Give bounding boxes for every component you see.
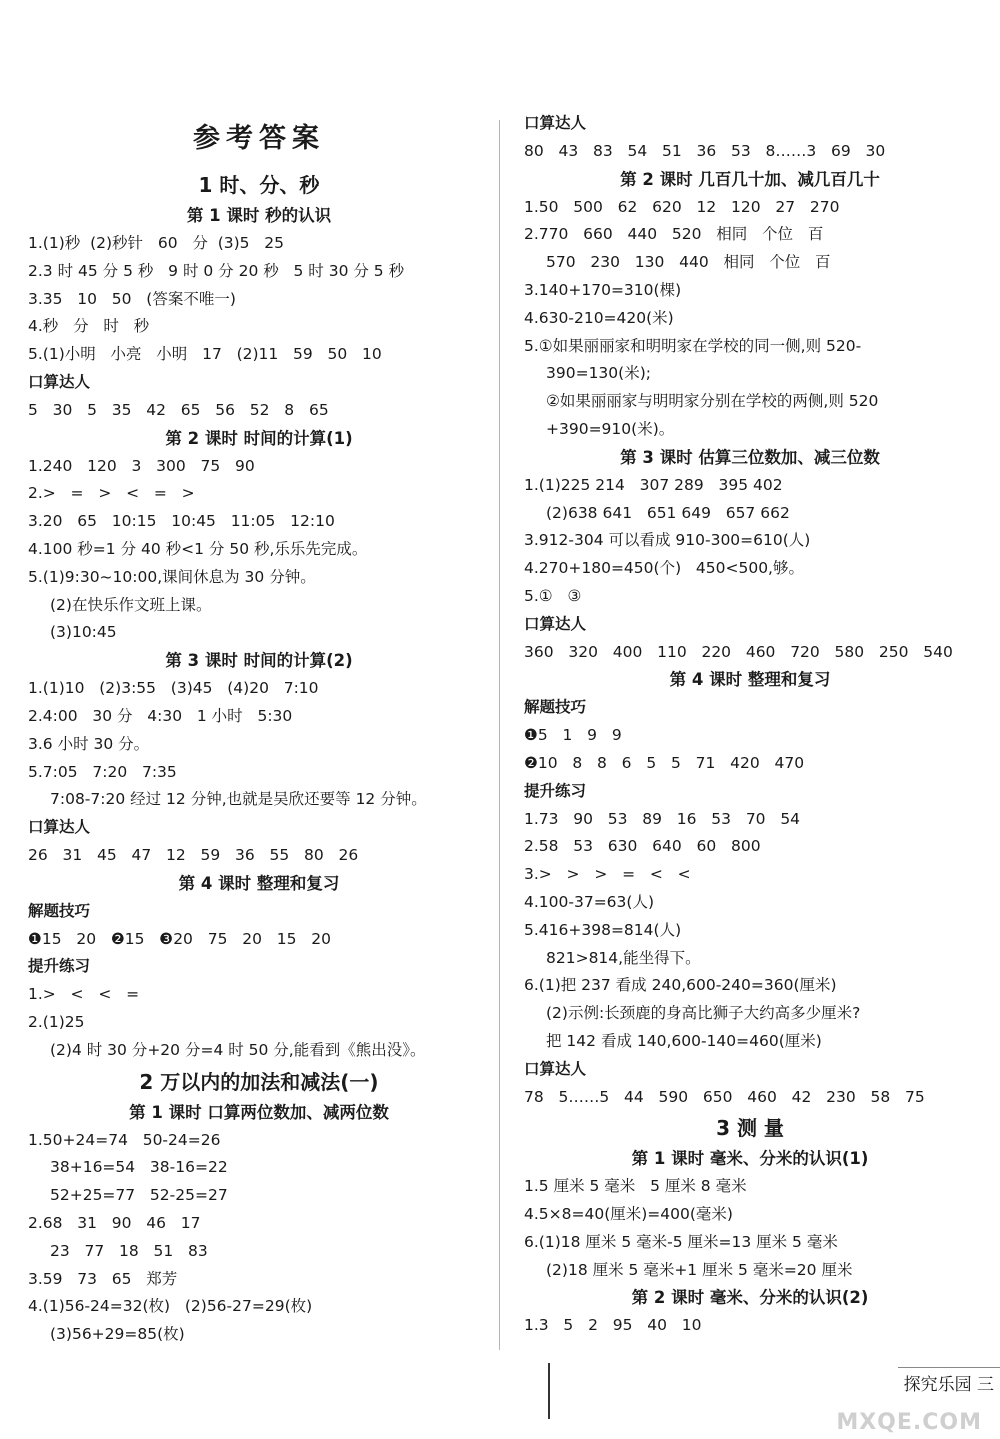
section-label: 提升练习 bbox=[524, 781, 587, 800]
answer-line: 3.140+170=310(棵) bbox=[524, 280, 682, 299]
unit-heading: 3 测 量 bbox=[716, 1116, 784, 1141]
section-label: 口算达人 bbox=[524, 1059, 587, 1078]
section-label: 解题技巧 bbox=[524, 698, 587, 717]
answer-line: 80 43 83 54 51 36 53 8……3 69 30 bbox=[524, 141, 886, 160]
watermark: MXQE.COM bbox=[836, 1410, 982, 1435]
lesson-heading: 第 2 课时 时间的计算(1) bbox=[165, 428, 353, 448]
right-column bbox=[524, 110, 976, 1340]
lesson-heading: 第 4 课时 整理和复习 bbox=[178, 873, 340, 893]
answer-line: 4.100-37=63(人) bbox=[524, 892, 654, 911]
answer-line: 1.50+24=74 50-24=26 bbox=[28, 1130, 221, 1149]
answer-line: ❶5 1 9 9 bbox=[524, 726, 622, 745]
section-label: 解题技巧 bbox=[28, 901, 91, 920]
answer-line: 26 31 45 47 12 59 36 55 80 26 bbox=[28, 845, 359, 864]
answer-line: 1.3 5 2 95 40 10 bbox=[524, 1316, 702, 1335]
lesson-heading: 第 2 课时 几百几十加、减几百几十 bbox=[620, 169, 880, 189]
section-label: 口算达人 bbox=[28, 818, 91, 837]
answer-line: 3.59 73 65 郑芳 bbox=[28, 1269, 178, 1288]
answer-line: 1.50 500 62 620 12 120 27 270 bbox=[524, 197, 840, 216]
answer-line: 4.(1)56-24=32(枚) (2)56-27=29(枚) bbox=[28, 1297, 313, 1316]
answer-line: 3.20 65 10:15 10:45 11:05 12:10 bbox=[28, 512, 335, 531]
answer-line-indented: (2)示例:长颈鹿的身高比狮子大约高多少厘米? bbox=[546, 1004, 861, 1023]
section-label: 口算达人 bbox=[524, 614, 587, 633]
answer-line: 3.912-304 可以看成 910-300=610(人) bbox=[524, 531, 811, 550]
answer-line: 2.3 时 45 分 5 秒 9 时 0 分 20 秒 5 时 30 分 5 秒 bbox=[28, 261, 405, 280]
lesson-heading: 第 3 课时 估算三位数加、减三位数 bbox=[620, 447, 880, 467]
answer-line: 2.68 31 90 46 17 bbox=[28, 1213, 201, 1232]
scan-mark bbox=[548, 1363, 550, 1419]
answer-line: 4.100 秒=1 分 40 秒<1 分 50 秒,乐乐先完成。 bbox=[28, 539, 368, 558]
answer-line-indented: 7:08-7:20 经过 12 分钟,也就是吴欣还要等 12 分钟。 bbox=[50, 790, 427, 809]
answer-line: ❶15 20 ❷15 ❸20 75 20 15 20 bbox=[28, 929, 331, 948]
lesson-heading: 第 4 课时 整理和复习 bbox=[669, 670, 831, 690]
lesson-heading: 第 2 课时 毫米、分米的认识(2) bbox=[631, 1288, 869, 1308]
answer-line-indented: (3)10:45 bbox=[50, 623, 117, 642]
answer-line: 4.270+180=450(个) 450<500,够。 bbox=[524, 559, 804, 578]
answer-line: 2.(1)25 bbox=[28, 1012, 85, 1031]
lesson-heading: 第 1 课时 口算两位数加、减两位数 bbox=[129, 1102, 389, 1122]
answer-line: 5.416+398=814(人) bbox=[524, 920, 682, 939]
answer-line: 2.770 660 440 520 相同 个位 百 bbox=[524, 225, 824, 244]
answer-line: 3.6 小时 30 分。 bbox=[28, 734, 150, 753]
answer-line: 1.(1)225 214 307 289 395 402 bbox=[524, 475, 783, 494]
answer-line: 78 5……5 44 590 650 460 42 230 58 75 bbox=[524, 1087, 925, 1106]
answer-line: 1.73 90 53 89 16 53 70 54 bbox=[524, 809, 801, 828]
unit-heading: 2 万以内的加法和减法(一) bbox=[139, 1069, 379, 1094]
answer-line: 1.5 厘米 5 毫米 5 厘米 8 毫米 bbox=[524, 1177, 747, 1196]
answer-line-indented: (3)56+29=85(枚) bbox=[50, 1325, 185, 1344]
answer-line: 5.①如果丽丽家和明明家在学校的同一侧,则 520- bbox=[524, 336, 862, 355]
answer-line: 5.① ③ bbox=[524, 586, 582, 605]
answer-line: 4.630-210=420(米) bbox=[524, 308, 674, 327]
answer-line-indented: (2)4 时 30 分+20 分=4 时 50 分,能看到《熊出没》。 bbox=[50, 1040, 426, 1059]
answer-line: 3.35 10 50 (答案不唯一) bbox=[28, 289, 236, 308]
answer-line-indented: 23 77 18 51 83 bbox=[50, 1241, 208, 1260]
answer-line-indented: +390=910(米)。 bbox=[546, 419, 675, 438]
answer-line: 2.> = > < = > bbox=[28, 484, 195, 503]
answer-line: 6.(1)把 237 看成 240,600-240=360(厘米) bbox=[524, 976, 837, 995]
section-label: 提升练习 bbox=[28, 957, 91, 976]
page-title: 参考答案 bbox=[193, 123, 325, 154]
unit-heading: 1 时、分、秒 bbox=[198, 173, 320, 197]
answer-line-indented: (2)18 厘米 5 毫米+1 厘米 5 毫米=20 厘米 bbox=[546, 1260, 853, 1279]
lesson-heading: 第 1 课时 毫米、分米的认识(1) bbox=[631, 1149, 869, 1169]
column-divider bbox=[499, 120, 500, 1350]
answer-line-indented: 570 230 130 440 相同 个位 百 bbox=[546, 253, 831, 272]
answer-line: 5.(1)小明 小亮 小明 17 (2)11 59 50 10 bbox=[28, 345, 382, 364]
answer-line: ❷10 8 8 6 5 5 71 420 470 bbox=[524, 753, 805, 772]
answer-line-indented: (2)638 641 651 649 657 662 bbox=[546, 503, 790, 522]
answer-line: 5.(1)9:30~10:00,课间休息为 30 分钟。 bbox=[28, 567, 316, 586]
lesson-heading: 第 3 课时 时间的计算(2) bbox=[165, 651, 353, 671]
answer-line: 5.7:05 7:20 7:35 bbox=[28, 762, 177, 781]
left-column bbox=[28, 110, 490, 1349]
answer-line: 1.> < < = bbox=[28, 985, 140, 1004]
answer-line-indented: 52+25=77 52-25=27 bbox=[50, 1186, 228, 1205]
answer-line: 2.58 53 630 640 60 800 bbox=[524, 837, 761, 856]
answer-line: 4.秒 分 时 秒 bbox=[28, 317, 150, 336]
answer-line-indented: (2)在快乐作文班上课。 bbox=[50, 595, 212, 614]
answer-line-indented: 821>814,能坐得下。 bbox=[546, 948, 701, 967]
answer-line: 6.(1)18 厘米 5 毫米-5 厘米=13 厘米 5 毫米 bbox=[524, 1232, 838, 1251]
answer-line-indented: 38+16=54 38-16=22 bbox=[50, 1158, 228, 1177]
answer-line: 1.(1)秒 (2)秒针 60 分 (3)5 25 bbox=[28, 234, 285, 252]
answer-line-indented: 390=130(米); bbox=[546, 364, 651, 383]
answer-line: 1.240 120 3 300 75 90 bbox=[28, 456, 255, 475]
answer-line: 4.5×8=40(厘米)=400(毫米) bbox=[524, 1205, 733, 1224]
answer-line: 360 320 400 110 220 460 720 580 250 540 bbox=[524, 642, 953, 661]
answer-line: 1.(1)10 (2)3:55 (3)45 (4)20 7:10 bbox=[28, 679, 319, 698]
lesson-heading: 第 1 课时 秒的认识 bbox=[186, 206, 332, 225]
answer-line-indented: 把 142 看成 140,600-140=460(厘米) bbox=[546, 1031, 822, 1050]
section-label: 口算达人 bbox=[28, 372, 91, 391]
page-footer: 探究乐园 三 bbox=[898, 1367, 1000, 1397]
answer-line-indented: ②如果丽丽家与明明家分别在学校的两侧,则 520 bbox=[546, 392, 879, 411]
answer-line: 5 30 5 35 42 65 56 52 8 65 bbox=[28, 400, 329, 419]
answer-line: 3.> > > = < < bbox=[524, 865, 691, 884]
answer-line: 2.4:00 30 分 4:30 1 小时 5:30 bbox=[28, 706, 293, 725]
section-label: 口算达人 bbox=[524, 114, 587, 132]
